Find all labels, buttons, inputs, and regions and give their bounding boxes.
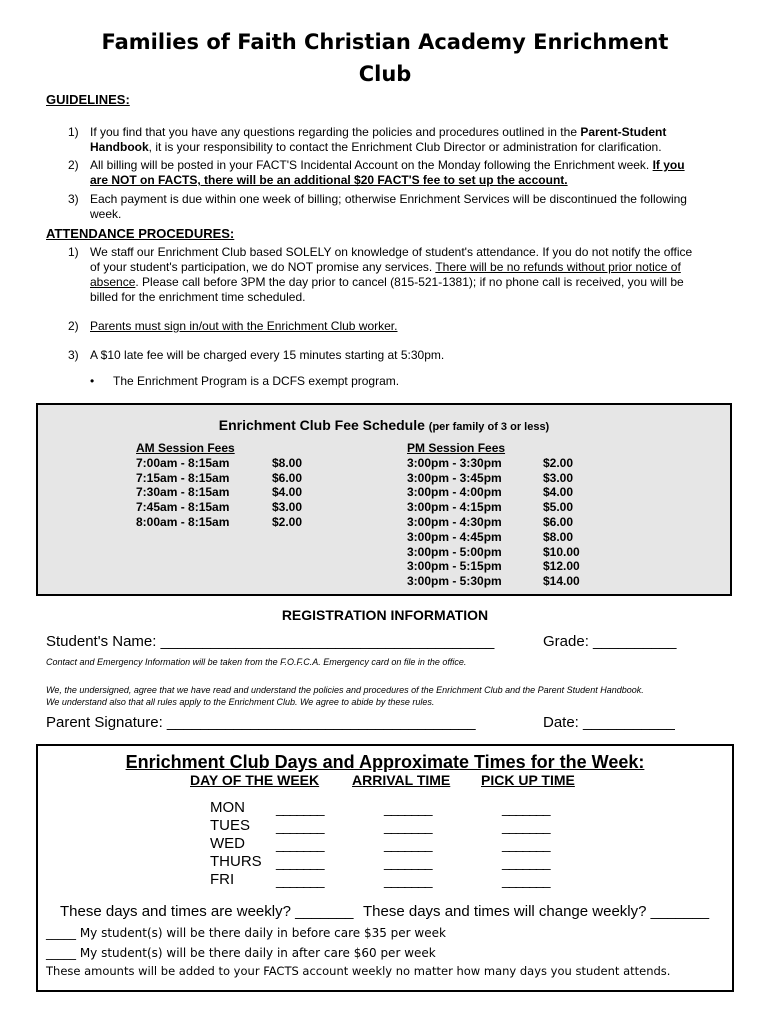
fee-title-text: Enrichment Club Fee Schedule — [218, 417, 425, 433]
pm-session-row — [407, 529, 574, 545]
pm-session-time: 3:00pm - 3:30pm — [407, 455, 502, 470]
item-number: 2) — [68, 158, 79, 172]
am-session-row — [136, 485, 303, 500]
arrival-time-blank[interactable]: _______ — [276, 818, 324, 834]
pm-session-row — [407, 514, 574, 530]
day-row — [210, 871, 610, 889]
before-care-blank[interactable]: _____ — [46, 926, 76, 940]
pm-session-row — [407, 559, 580, 574]
item-number: 2) — [68, 319, 79, 333]
pm-session-row — [407, 455, 574, 471]
pm-session-header: PM Session Fees — [407, 441, 506, 455]
pickup-time-blank[interactable]: _______ — [502, 800, 550, 816]
guideline-1-bold: Parent-Student — [580, 125, 667, 139]
attendance-1-no-refunds: There will be no refunds without prior notice of — [435, 260, 681, 274]
pickup-time-blank-a[interactable]: _______ — [384, 854, 432, 870]
attendance-heading: ATTENDANCE PROCEDURES: — [46, 226, 235, 241]
am-session-row — [136, 514, 303, 530]
pm-session-time: 3:00pm - 4:00pm — [407, 485, 502, 500]
am-session-fee: $2.00 — [272, 514, 303, 529]
guideline-item-2 — [68, 158, 728, 190]
agreement-line-2: We understand also that all rules apply to the Enrichment Club. We agree to abide by these rules. — [46, 697, 435, 707]
student-name-line[interactable]: ________________________________________ — [160, 633, 495, 650]
pm-session-time: 3:00pm - 4:45pm — [407, 529, 502, 544]
guideline-item-3 — [68, 192, 728, 224]
pm-session-row — [407, 574, 580, 589]
pickup-time-blank-a[interactable]: _______ — [384, 872, 432, 888]
pm-session-time: 3:00pm - 5:00pm — [407, 544, 502, 559]
day-name: FRI — [210, 871, 235, 888]
days-times-box — [36, 744, 734, 992]
attendance-2-text: Parents must sign in/out with the Enrichment Club worker. — [90, 319, 398, 333]
arrival-time-blank[interactable]: _______ — [276, 872, 324, 888]
day-rows — [210, 799, 610, 889]
attendance-item-3 — [68, 348, 728, 364]
fee-schedule-title — [38, 417, 730, 433]
day-name: THURS — [210, 853, 262, 870]
pm-session-time: 3:00pm - 5:15pm — [407, 559, 502, 574]
guideline-3-text: Each payment is due within one week of billing; otherwise Enrichment Services will be discontinued the following — [90, 192, 687, 206]
guideline-2-facts-fee: are NOT on FACTS, there will be an additional $20 FACT'S fee to set up the account. — [90, 173, 568, 187]
before-care-option[interactable] — [46, 926, 446, 940]
am-session-fee: $6.00 — [272, 470, 303, 485]
pm-session-row — [407, 470, 574, 486]
am-session-row — [136, 455, 303, 471]
item-number: 1) — [68, 125, 79, 139]
am-session-time: 8:00am - 8:15am — [136, 514, 230, 529]
day-name: WED — [210, 835, 245, 852]
weekly-question[interactable]: These days and times are weekly? _______ — [60, 903, 354, 920]
before-care-text: My student(s) will be there daily in before care $35 per week — [76, 926, 446, 940]
pm-session-time: 3:00pm - 3:45pm — [407, 470, 502, 485]
attendance-3-text: A $10 late fee will be charged every 15 minutes starting at 5:30pm. — [90, 348, 445, 362]
item-number: 3) — [68, 192, 79, 206]
dcfs-bullet-text: The Enrichment Program is a DCFS exempt program. — [113, 374, 400, 388]
pm-session-fee: $14.00 — [543, 574, 580, 589]
change-weekly-question[interactable]: These days and times will change weekly? _______ — [363, 903, 710, 920]
pm-session-row — [407, 500, 574, 515]
pickup-time-blank[interactable]: _______ — [502, 854, 550, 870]
pm-session-row — [407, 485, 574, 500]
pickup-time-blank-a[interactable]: _______ — [384, 800, 432, 816]
date-line[interactable]: ___________ — [583, 714, 675, 731]
day-name: MON — [210, 799, 245, 816]
day-name: TUES — [210, 817, 251, 834]
am-session-fee: $3.00 — [272, 500, 303, 515]
pickup-time-blank[interactable]: _______ — [502, 872, 550, 888]
am-session-header: AM Session Fees — [136, 441, 235, 455]
date-field[interactable] — [543, 714, 675, 731]
am-session-fee: $4.00 — [272, 485, 303, 500]
pm-session-column — [407, 441, 580, 589]
item-number: 1) — [68, 245, 79, 259]
guideline-item-1 — [68, 125, 728, 157]
title-line-1: Families of Faith Christian Academy Enrichment — [101, 30, 669, 54]
arrival-time-blank[interactable]: _______ — [276, 800, 324, 816]
day-row — [210, 835, 610, 853]
pm-session-row — [407, 544, 580, 560]
day-row — [210, 799, 610, 817]
pickup-time-header: PICK UP TIME — [481, 772, 575, 788]
attendance-1-text-2: of your student's participation, we do NOT promise any services. — [90, 260, 436, 274]
guideline-2-text: All billing will be posted in your FACT'S Incidental Account on the Monday following the Enrichment week. — [90, 158, 653, 172]
page-title — [0, 26, 770, 90]
guidelines-heading: GUIDELINES: — [46, 92, 130, 107]
guideline-1-text-2: , it is your responsibility to contact the Enrichment Club Director or administration for clarification. — [148, 140, 662, 154]
day-row — [210, 817, 610, 835]
pickup-time-blank-a[interactable]: _______ — [384, 836, 432, 852]
am-session-fee: $8.00 — [272, 455, 303, 470]
pm-session-time: 3:00pm - 5:30pm — [407, 574, 502, 589]
days-title: Enrichment Club Days and Approximate Times for the Week: — [125, 752, 645, 772]
am-session-row — [136, 470, 303, 486]
pm-session-fee: $5.00 — [543, 500, 574, 515]
guideline-3-text-2: week. — [90, 207, 122, 221]
am-session-column — [136, 441, 303, 530]
arrival-time-header: ARRIVAL TIME — [352, 772, 451, 788]
signature-line[interactable]: _____________________________________ — [166, 714, 476, 731]
am-session-time: 7:45am - 8:15am — [136, 500, 230, 515]
grade-field[interactable] — [543, 633, 676, 650]
after-care-text: My student(s) will be there daily in after care $60 per week — [76, 946, 436, 960]
day-of-week-header: DAY OF THE WEEK — [190, 772, 320, 788]
student-name-field[interactable] — [46, 633, 494, 650]
bullet-icon: • — [90, 374, 95, 388]
pm-session-time: 3:00pm - 4:15pm — [407, 500, 502, 515]
fee-title-subtitle: (per family of 3 or less) — [428, 421, 550, 433]
title-line-2: Club — [358, 62, 412, 86]
attendance-item-2 — [68, 319, 728, 335]
pm-session-fee: $4.00 — [543, 485, 574, 500]
arrival-time-blank[interactable]: _______ — [276, 836, 324, 852]
pm-session-fee: $2.00 — [543, 455, 574, 470]
facts-note: These amounts will be added to your FACTS account weekly no matter how many days you student attends. — [46, 964, 671, 978]
am-session-time: 7:00am - 8:15am — [136, 455, 230, 470]
attendance-1-text-4: billed for the enrichment time scheduled. — [90, 290, 306, 304]
attendance-item-1 — [68, 245, 728, 307]
guideline-1-text: If you find that you have any questions regarding the policies and procedures outlined in the — [90, 125, 581, 139]
pickup-time-blank-a[interactable]: _______ — [384, 818, 432, 834]
pm-session-fee: $3.00 — [543, 470, 574, 485]
guideline-2-bold: If you — [652, 158, 685, 172]
am-session-time: 7:15am - 8:15am — [136, 470, 230, 485]
am-session-row — [136, 500, 303, 515]
day-row — [210, 853, 610, 871]
pm-session-fee: $12.00 — [543, 559, 580, 574]
agreement-line-1: We, the undersigned, agree that we have read and understand the policies and procedures of the Enrichment Club and the Parent Student Handbook. — [46, 685, 644, 695]
pm-session-fee: $6.00 — [543, 514, 574, 529]
fee-schedule-box — [36, 403, 732, 596]
arrival-time-blank[interactable]: _______ — [276, 854, 324, 870]
student-name-label: Student's Name: — [46, 633, 161, 650]
signature-label: Parent Signature: — [46, 714, 167, 731]
am-session-time: 7:30am - 8:15am — [136, 485, 230, 500]
grade-label: Grade: — [543, 633, 594, 650]
after-care-blank[interactable]: _____ — [46, 946, 76, 960]
attendance-1-text-3: . Please call before 3PM the day prior to cancel (815-521-1381); if no phone call is received, you will be — [135, 275, 684, 289]
parent-signature-field[interactable] — [46, 714, 476, 731]
pm-session-time: 3:00pm - 4:30pm — [407, 514, 502, 529]
guideline-1-handbook: Handbook — [90, 140, 149, 154]
after-care-option[interactable] — [46, 946, 436, 960]
attendance-1-text: We staff our Enrichment Club based SOLELY on knowledge of student's attendance. If you do not notify the office — [90, 245, 693, 259]
pm-session-fee: $10.00 — [543, 544, 580, 559]
registration-heading: REGISTRATION INFORMATION — [281, 607, 489, 623]
contact-note: Contact and Emergency Information will be taken from the F.O.F.C.A. Emergency card on file in the office. — [46, 657, 467, 667]
item-number: 3) — [68, 348, 79, 362]
attendance-1-absence: absence — [90, 275, 136, 289]
pm-session-fee: $8.00 — [543, 529, 574, 544]
pickup-time-blank[interactable]: _______ — [502, 836, 550, 852]
grade-line[interactable]: __________ — [593, 633, 677, 650]
agreement-text — [46, 684, 644, 708]
date-label: Date: — [543, 714, 584, 731]
pickup-time-blank[interactable]: _______ — [502, 818, 550, 834]
